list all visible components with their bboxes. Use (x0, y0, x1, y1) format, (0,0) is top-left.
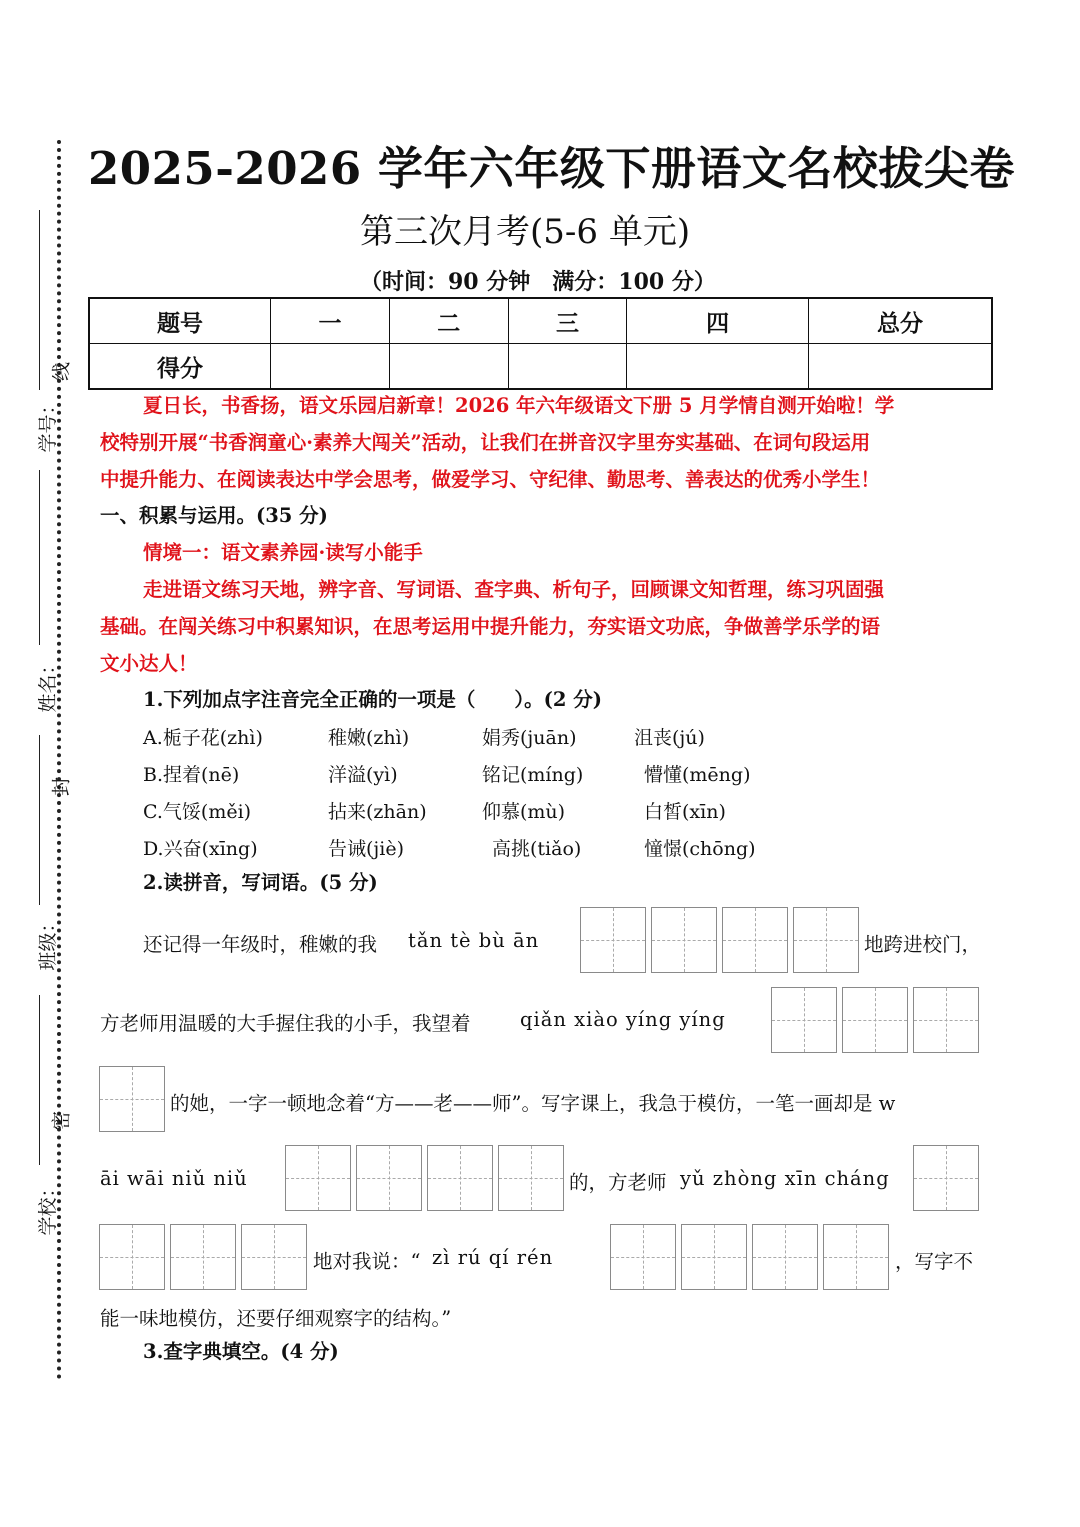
margin-line (39, 470, 40, 645)
intro-line: 夏日长，书香扬，语文乐园启新章！2026 年六年级语文下册 5 月学情自测开始啦！学 (143, 394, 895, 417)
score-table-header-row (89, 298, 992, 344)
student-name-label: 姓名： (37, 655, 59, 713)
writing-grid-box[interactable] (427, 1145, 493, 1211)
writing-grid-box[interactable] (913, 987, 979, 1053)
seal-mark-seal: 封 (50, 777, 73, 797)
writing-grid-box[interactable] (722, 907, 788, 973)
q2-pinyin: yǔ zhòng xīn cháng (680, 1167, 890, 1190)
option-d-item: D.兴奋(xīng) (143, 838, 258, 860)
score-input-cell[interactable] (508, 344, 627, 390)
q2-text: 能一味地模仿，还要仔细观察字的结构。” (100, 1307, 452, 1330)
margin-line (39, 735, 40, 905)
option-d-item: 憧憬(chōng) (644, 838, 756, 860)
writing-grid-box[interactable] (752, 1224, 818, 1290)
page-subtitle: 第三次月考(5-6 单元) (360, 212, 691, 252)
margin-line (39, 210, 40, 390)
writing-grid-box[interactable] (241, 1224, 307, 1290)
page-title: 2025-2026 学年六年级下册语文名校拔尖卷 (88, 142, 1015, 195)
score-table-cell: 得分 (89, 344, 271, 390)
writing-grid-box[interactable] (610, 1224, 676, 1290)
q2-pinyin: zì rú qí rén (432, 1246, 554, 1269)
score-table-score-row (89, 344, 992, 390)
option-b-item: 懵懂(mēng) (644, 764, 751, 786)
student-id-label: 学号： (37, 395, 59, 453)
seal-mark-line: 线 (50, 362, 73, 382)
option-a-item: 稚嫩(zhì) (328, 727, 410, 749)
score-input-cell[interactable] (627, 344, 809, 390)
writing-grid-box[interactable] (823, 1224, 889, 1290)
option-b-item: 洋溢(yì) (328, 764, 398, 786)
writing-grid-box[interactable] (771, 987, 837, 1053)
writing-grid-box[interactable] (580, 907, 646, 973)
writing-grid-box[interactable] (99, 1066, 165, 1132)
q2-text: 的，方老师 (569, 1171, 667, 1194)
option-d-item: 高挑(tiǎo) (492, 838, 582, 860)
intro-line: 校特别开展“书香润童心·素养大闯关”活动，让我们在拼音汉字里夯实基础、在词句段运用 (100, 431, 871, 454)
writing-grid-box[interactable] (498, 1145, 564, 1211)
score-table-cell: 题号 (89, 298, 271, 344)
option-c-item: 拈来(zhān) (328, 801, 427, 823)
score-input-cell[interactable] (271, 344, 390, 390)
option-c-item: 仰慕(mù) (482, 801, 566, 823)
option-b-item: 铭记(míng) (482, 764, 584, 786)
score-input-cell[interactable] (808, 344, 992, 390)
option-a-item: 沮丧(jú) (634, 727, 705, 749)
q2-text: 方老师用温暖的大手握住我的小手，我望着 (100, 1012, 471, 1035)
section-heading: 一、积累与运用。(35 分) (100, 504, 328, 527)
option-a-item: 娟秀(juān) (482, 727, 577, 749)
option-c-item: 白皙(xīn) (644, 801, 726, 823)
context-line: 基础。在闯关练习中积累知识，在思考运用中提升能力，夯实语文功底，争做善学乐学的语 (100, 615, 881, 638)
score-table (88, 297, 993, 390)
time-and-score-info: （时间：90 分钟 满分：100 分） (360, 269, 716, 295)
margin-line (39, 995, 40, 1165)
context-line: 走进语文练习天地，辨字音、写词语、查字典、析句子，回顾课文知哲理，练习巩固强 (143, 578, 885, 601)
seal-mark-secret: 密 (50, 1111, 73, 1131)
writing-grid-box[interactable] (170, 1224, 236, 1290)
score-table-cell: 四 (627, 298, 809, 344)
class-label: 班级： (37, 913, 59, 971)
score-table-cell: 总分 (808, 298, 992, 344)
writing-grid-box[interactable] (285, 1145, 351, 1211)
writing-grid-box[interactable] (842, 987, 908, 1053)
score-table-cell: 三 (508, 298, 627, 344)
q2-pinyin: qiǎn xiào yíng yíng (520, 1008, 726, 1031)
score-table-cell: 一 (271, 298, 390, 344)
writing-grid-box[interactable] (356, 1145, 422, 1211)
q2-text: 地对我说：“ (313, 1250, 421, 1273)
writing-grid-box[interactable] (681, 1224, 747, 1290)
intro-line: 中提升能力、在阅读表达中学会思考，做爱学习、守纪律、勤思考、善表达的优秀小学生！ (100, 468, 881, 491)
score-input-cell[interactable] (389, 344, 508, 390)
question-3-stem: 3.查字典填空。(4 分) (143, 1340, 339, 1363)
option-b-item: B.捏着(nē) (143, 764, 240, 786)
q2-text: 还记得一年级时，稚嫩的我 (143, 933, 378, 956)
q2-pinyin: āi wāi niǔ niǔ (100, 1167, 248, 1190)
writing-grid-box[interactable] (793, 907, 859, 973)
writing-grid-box[interactable] (651, 907, 717, 973)
writing-grid-box[interactable] (99, 1224, 165, 1290)
writing-grid-box[interactable] (913, 1145, 979, 1211)
question-1-stem: 1.下列加点字注音完全正确的一项是（ ）。(2 分) (143, 688, 602, 711)
context-line: 文小达人！ (100, 652, 198, 675)
option-c-item: C.气馁(měi) (143, 801, 252, 823)
school-label: 学校： (37, 1178, 59, 1236)
context-title: 情境一：语文素养园·读写小能手 (143, 541, 423, 564)
option-d-item: 告诫(jiè) (328, 838, 405, 860)
q2-text: ，写字不 (895, 1250, 974, 1273)
score-table-cell: 二 (389, 298, 508, 344)
q2-pinyin: tǎn tè bù ān (408, 929, 540, 952)
q2-text: 的她，一字一顿地念着“方——老——师”。写字课上，我急于模仿，一笔一画却是 w (170, 1092, 896, 1115)
q2-text: 地跨进校门， (864, 933, 982, 956)
question-2-stem: 2.读拼音，写词语。(5 分) (143, 871, 378, 894)
option-a-item: A.栀子花(zhì) (143, 727, 263, 749)
